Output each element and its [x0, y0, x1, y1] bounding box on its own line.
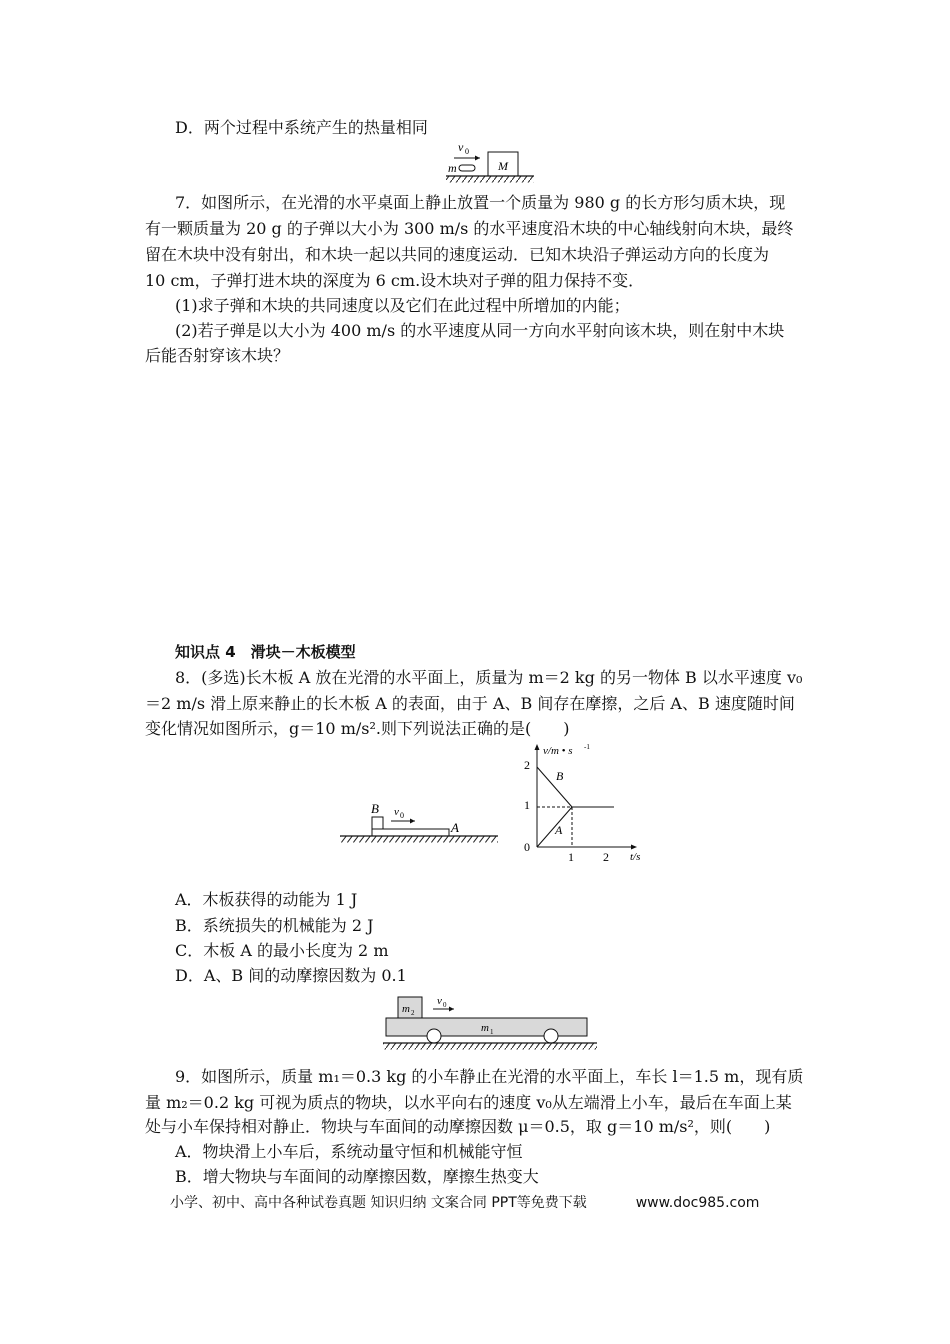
- x-axis-label: t/s: [630, 851, 641, 863]
- x-tick-1: 1: [568, 850, 574, 864]
- q7-part-1: (1)求子弹和木块的共同速度以及它们在此过程中所增加的内能；: [175, 296, 630, 315]
- fig7-hatching: [446, 177, 534, 183]
- q9-option-a: A．物块滑上小车后，系统动量守恒和机械能守恒: [175, 1142, 523, 1161]
- footer-url[interactable]: www.doc985.com: [635, 1195, 760, 1211]
- q7-part-2-line-2: 后能否射穿该木块？: [145, 346, 290, 365]
- fig7-v-label: v: [458, 140, 464, 154]
- series-B-line: [537, 767, 572, 807]
- q7-line-4: 10 cm，子弹打进木块的深度为 6 cm.设木块对子弹的阻力保持不变．: [145, 271, 645, 290]
- fig7-M-label: M: [498, 159, 508, 173]
- q9-line-1: 9．如图所示，质量 m₁＝0.3 kg 的小车静止在光滑的水平面上，车长 l＝1.5 m，现有质: [175, 1067, 804, 1086]
- q8-option-d: D．A、B 间的动摩擦因数为 0.1: [175, 966, 407, 985]
- fig7-arrowhead: [475, 156, 480, 161]
- fig9-m1-sub: 1: [490, 1028, 494, 1036]
- fig7-m-label: m: [448, 161, 457, 175]
- fig9-ground-hatching: [383, 1044, 597, 1050]
- fig8-v0-label: v: [394, 806, 399, 818]
- q7-line-2: 有一颗质量为 20 g 的子弹以大小为 300 m/s 的水平速度沿木块的中心轴线射向木块，最终: [145, 219, 794, 238]
- q8-line-3: 变化情况如图所示，g＝10 m/s².则下列说法正确的是( ): [145, 719, 570, 738]
- fig9-v0-sub: 0: [443, 1001, 447, 1009]
- fig9-wheel-left: [427, 1029, 441, 1043]
- fig7-v-sub: 0: [465, 147, 469, 156]
- y-axis-label: v/m • s: [543, 745, 573, 757]
- fig8-block-B: [372, 817, 383, 829]
- fig9-m2-label: m: [402, 1003, 410, 1015]
- line-A-label: A: [555, 823, 563, 837]
- y-tick-1: 1: [524, 798, 530, 812]
- q8-line-2: ＝2 m/s 滑上原来静止的长木板 A 的表面，由于 A、B 间存在摩擦，之后 A、B 速度随时间: [145, 694, 795, 713]
- x-tick-2: 2: [603, 850, 609, 864]
- q8-option-c: C．木板 A 的最小长度为 2 m: [175, 941, 389, 960]
- footer: [170, 1192, 759, 1212]
- figure-bullet-block: [440, 140, 540, 186]
- q7-part-2-line-1: (2)若子弹是以大小为 400 m/s 的水平速度从同一方向水平射向该木块，则在射中木块: [175, 321, 785, 340]
- fig8-arrowhead: [410, 819, 415, 824]
- fig8-A-label: A: [451, 820, 459, 835]
- vt-series-group: [537, 767, 614, 847]
- q9-option-b: B．增大物块与车面间的动摩擦因数，摩擦生热变大: [175, 1167, 539, 1186]
- q8-option-a: A．木板获得的动能为 1 J: [175, 890, 358, 909]
- q8-option-b: B．系统损失的机械能为 2 J: [175, 916, 374, 935]
- fig9-m1-label: m: [481, 1022, 489, 1034]
- line-B-label: B: [556, 769, 564, 783]
- q9-line-3: 处与小车保持相对静止．物块与车面间的动摩擦因数 μ＝0.5，取 g＝10 m/s²，则( ): [145, 1117, 771, 1136]
- fig8-board-A: [372, 829, 449, 836]
- fig9-v0-label: v: [437, 995, 442, 1007]
- x-axis-arrowhead: [631, 845, 637, 850]
- q8-line-1: 8．(多选)长木板 A 放在光滑的水平面上，质量为 m＝2 kg 的另一物体 B 以水平速度 v₀: [175, 668, 803, 687]
- q6-option-d: D．两个过程中系统产生的热量相同: [175, 118, 428, 137]
- y-tick-2: 2: [524, 758, 530, 772]
- section-heading: 知识点 4 滑块－木板模型: [175, 643, 356, 661]
- footer-text: 小学、初中、高中各种试卷真题 知识归纳 文案合同 PPT等免费下载: [170, 1195, 587, 1211]
- fig9-wheel-right: [544, 1029, 558, 1043]
- fig7-bullet: [459, 165, 475, 171]
- figure-cart: [380, 992, 605, 1054]
- fig8-v0-sub: 0: [400, 811, 404, 820]
- origin-label: 0: [524, 840, 530, 854]
- y-axis-sup: -1: [584, 743, 590, 751]
- q7-line-1: 7．如图所示，在光滑的水平桌面上静止放置一个质量为 980 g 的长方形匀质木块，现: [175, 193, 786, 212]
- q7-line-3: 留在木块中没有射出，和木块一起以共同的速度运动．已知木块沿子弹运动方向的长度为: [145, 245, 770, 264]
- vt-graph: [515, 740, 655, 865]
- figure-board-block: [335, 795, 505, 850]
- fig8-ground-hatching: [340, 837, 498, 843]
- fig9-arrowhead: [449, 1007, 454, 1012]
- fig8-B-label: B: [371, 801, 379, 816]
- q9-line-2: 量 m₂＝0.2 kg 可视为质点的物块，以水平向右的速度 v₀从左端滑上小车，最后在车面上某: [145, 1093, 792, 1112]
- fig9-m2-sub: 2: [411, 1009, 415, 1017]
- y-axis-arrowhead: [535, 744, 540, 750]
